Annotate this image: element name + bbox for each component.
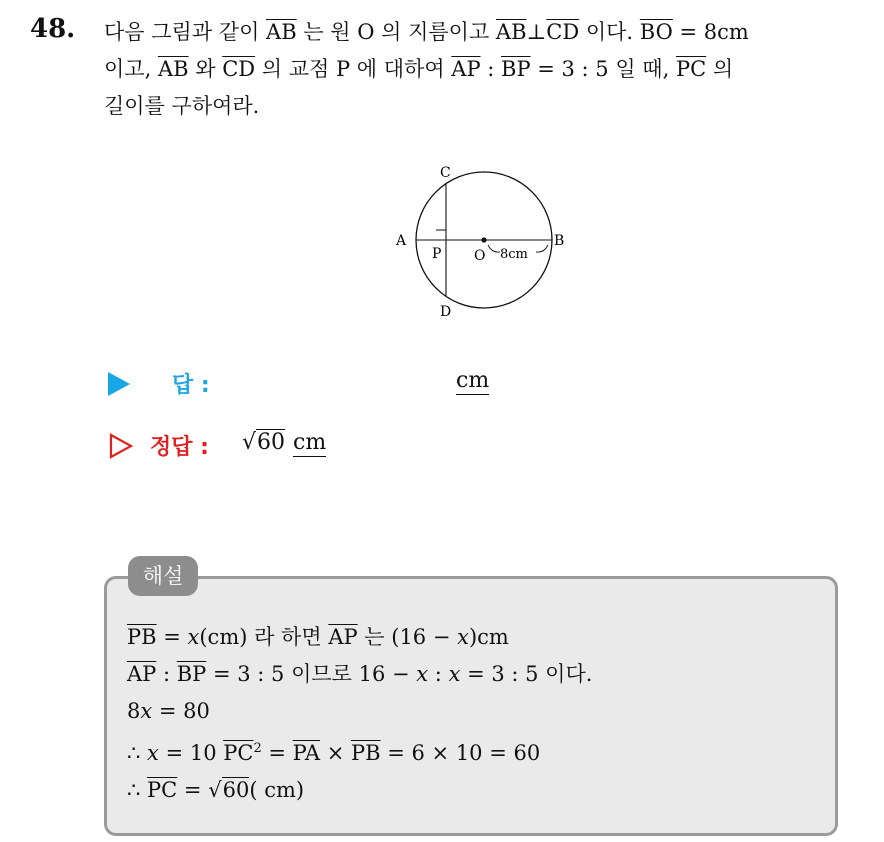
circle-diagram [388,158,588,328]
correct-answer-row [108,430,508,464]
answer-unit: cm [456,368,490,393]
question-number: 48. [30,14,76,44]
question-line-1: 다음 그림과 같이 $\overline{AB}$ 는 원 O 의 지름이고 $\overline{AB}\perp\overline{CD}$ 이다. $\overline{BO} = 8cm$ [104,20,749,44]
explanation-line-4: ∴ x = 10 $\overline{PC}^2 = \overline{PA} \times \overline{PB} = 6 \times 10 = 60$ [127,741,541,765]
question-text [104,14,874,125]
explanation-box [104,576,838,836]
explanation-text [127,619,592,809]
explanation-tag: 해설 [128,556,198,596]
label-a: A [396,233,407,249]
correct-arrow-icon [108,432,134,460]
explanation-line-2: $\overline{AP}$ : $\overline{BP} = 3$ : 5 이므로 16 − x : x = 3 : 5 이다. [127,662,593,686]
explanation-line-5: ∴ $\overline{PC} = √60$( cm) [127,778,305,802]
label-c: C [440,165,451,181]
label-o: O [474,248,486,264]
correct-answer-unit: cm [293,430,327,455]
label-radius: 8cm [500,247,528,262]
question-line-2: 이고, $\overline{AB}$ 와 $\overline{CD}$ 의 교점 P 에 대하여 $\overline{AP}$ : $\overline{BP} = 3$ : 5 일 때, $\overline{PC}$ 의 [104,57,734,81]
explanation-line-1: $\overline{PB} = x(cm)$ 라 하면 $\overline{AP}$ 는 (16 − x)cm [127,625,509,649]
label-d: D [440,304,452,320]
correct-answer-label: 정답 : [150,435,209,460]
question-line-3: 길이를 구하여라. [104,94,260,118]
explanation-line-3: 8x = 80 [127,699,210,723]
answer-arrow-icon [108,372,130,396]
answer-label: 답 : [172,373,210,398]
label-b: B [554,233,565,249]
label-p: P [432,246,442,262]
correct-answer-value: √60 cm [242,430,327,455]
center-point [481,237,486,242]
